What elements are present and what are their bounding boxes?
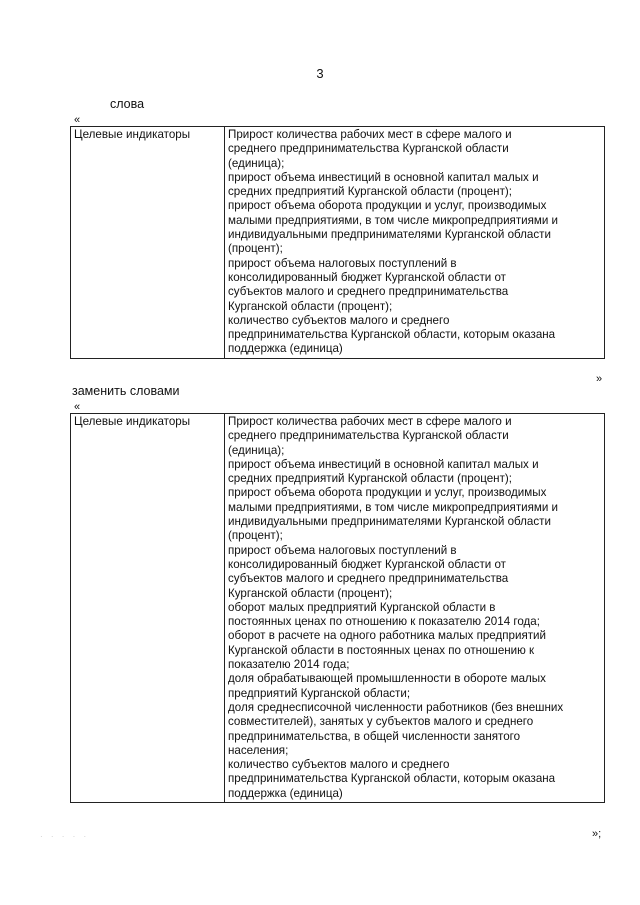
indicator-line: оборот малых предприятий Курганской области в [228, 600, 496, 614]
indicator-line: консолидированный бюджет Курганской области от [228, 270, 506, 284]
indicator-line: поддержка (единица) [228, 342, 343, 356]
indicator-line: прирост объема налоговых поступлений в [228, 256, 457, 270]
new-content-cell [225, 414, 605, 803]
scan-marks: · · · · · [40, 832, 90, 841]
indicator-line: Курганской области (процент); [228, 299, 393, 313]
new-content-lines [228, 415, 601, 801]
indicator-line: прирост объема инвестиций в основной капитал малых и [228, 170, 539, 184]
indicator-line: (процент); [228, 529, 283, 543]
indicator-line: средних предприятий Курганской области (процент); [228, 472, 512, 486]
indicator-line: малыми предприятиями, в том числе микропредприятиями и [228, 213, 559, 227]
indicator-line: индивидуальными предпринимателями Курганской области [228, 515, 551, 529]
indicator-line: поддержка (единица) [228, 786, 343, 800]
indicator-line: Прирост количества рабочих мест в сфере малого и [228, 128, 512, 141]
intro-word: слова [110, 97, 145, 111]
indicator-line: Курганской области в постоянных ценах по отношению к [228, 643, 535, 657]
open-quote-new: « [74, 401, 81, 413]
indicator-line: прирост объема инвестиций в основной капитал малых и [228, 457, 539, 471]
new-indicators-table [70, 413, 605, 803]
indicator-line: (единица); [228, 156, 285, 170]
indicator-line: Прирост количества рабочих мест в сфере малого и [228, 415, 512, 428]
indicator-line: субъектов малого и среднего предпринимательства [228, 572, 509, 586]
indicator-line: количество субъектов малого и среднего [228, 758, 450, 772]
indicator-line: населения; [228, 743, 289, 757]
new-label-cell: Целевые индикаторы [71, 414, 225, 803]
old-label-cell: Целевые индикаторы [71, 127, 225, 359]
indicator-line: среднего предпринимательства Курганской области [228, 429, 509, 443]
indicator-line: среднего предпринимательства Курганской области [228, 142, 509, 156]
indicator-line: оборот в расчете на одного работника малых предприятий [228, 629, 547, 643]
indicator-line: предпринимательства, в общей численности занятого [228, 729, 521, 743]
indicator-line: (единица); [228, 443, 285, 457]
indicator-line: доля среднесписочной численности работников (без внешних [228, 700, 564, 714]
indicator-line: совместителей), занятых у субъектов малого и среднего [228, 715, 534, 729]
open-quote-old: « [74, 114, 81, 126]
indicator-line: малыми предприятиями, в том числе микропредприятиями и [228, 500, 559, 514]
indicator-line: количество субъектов малого и среднего [228, 313, 450, 327]
indicator-line: Курганской области (процент); [228, 586, 393, 600]
old-content-cell [225, 127, 605, 359]
indicator-line: субъектов малого и среднего предпринимательства [228, 285, 509, 299]
page-number: 3 [316, 66, 324, 81]
table-row [71, 414, 605, 803]
close-quote-new: »; [592, 828, 602, 840]
indicator-line: прирост объема налоговых поступлений в [228, 543, 457, 557]
indicator-line: консолидированный бюджет Курганской области от [228, 557, 506, 571]
indicator-line: доля обрабатывающей промышленности в обороте малых [228, 672, 546, 686]
table-row [71, 127, 605, 359]
old-indicators-table [70, 126, 605, 359]
indicator-line: предпринимательства Курганской области, которым оказана [228, 772, 556, 786]
indicator-line: показателю 2014 года; [228, 658, 350, 672]
indicator-line: предприятий Курганской области; [228, 686, 411, 700]
indicator-line: средних предприятий Курганской области (процент); [228, 185, 512, 199]
indicator-line: прирост объема оборота продукции и услуг, производимых [228, 486, 547, 500]
indicator-line: постоянных ценах по отношению к показателю 2014 года; [228, 615, 540, 629]
indicator-line: предпринимательства Курганской области, которым оказана [228, 328, 556, 342]
indicator-line: (процент); [228, 242, 283, 256]
indicator-line: прирост объема оборота продукции и услуг, производимых [228, 199, 547, 213]
old-content-lines [228, 128, 601, 357]
indicator-line: индивидуальными предпринимателями Курганской области [228, 228, 551, 242]
close-quote-old: » [596, 373, 603, 385]
replace-phrase: заменить словами [72, 384, 180, 398]
